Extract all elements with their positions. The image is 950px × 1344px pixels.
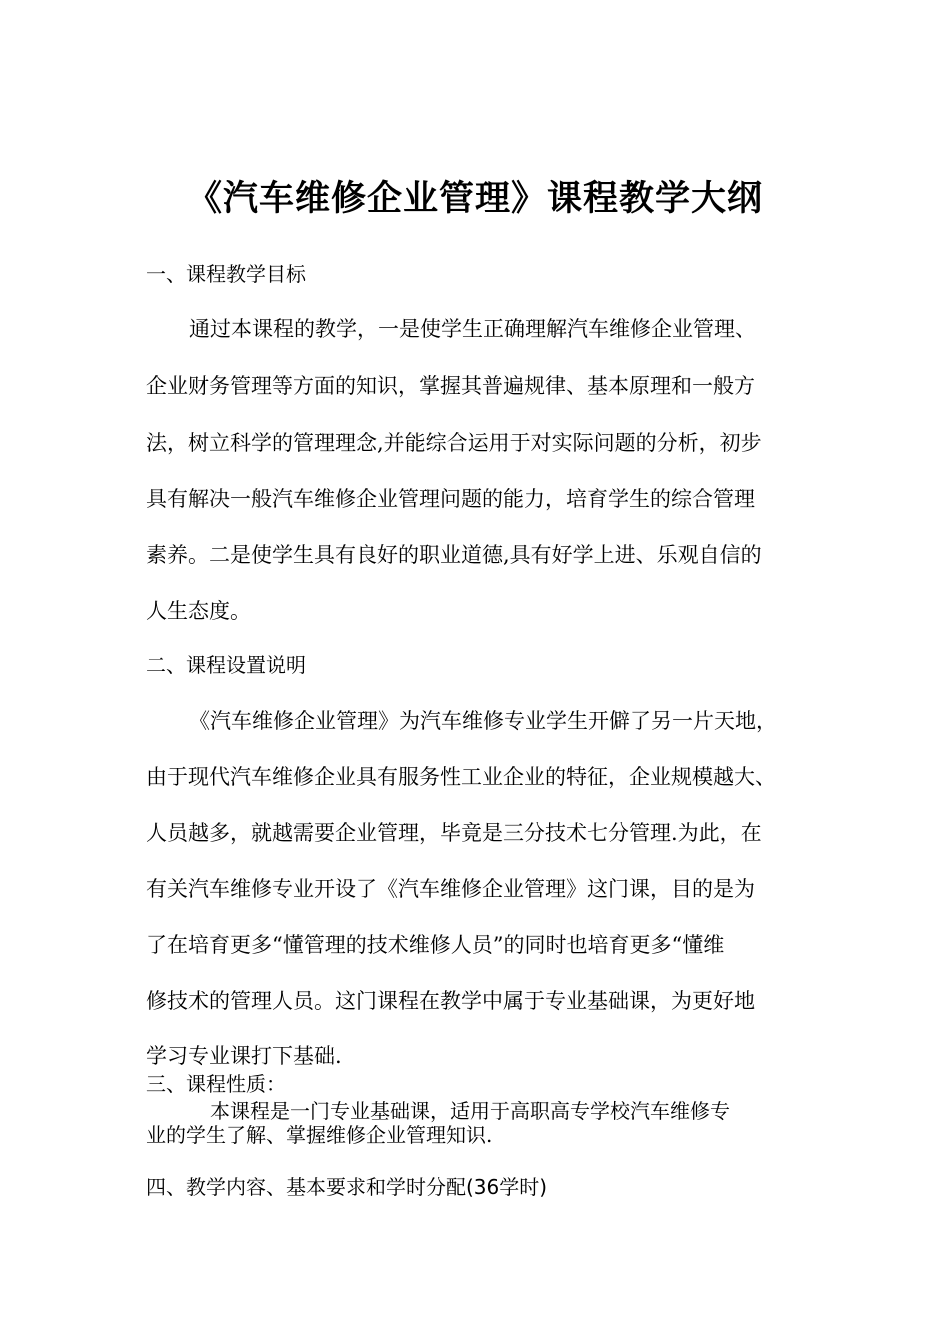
section-heading-teaching-content: 四、教学内容、基本要求和学时分配(36学时) <box>146 1175 548 1199</box>
paragraph-line: 有关汽车维修专业开设了《汽车维修企业管理》这门课，目的是为 <box>146 877 755 901</box>
paragraph-line: 人生态度。 <box>146 599 251 623</box>
paragraph-line: 具有解决一般汽车维修企业管理问题的能力，培育学生的综合管理 <box>146 487 755 511</box>
section-heading-course-nature: 三、课程性质： <box>146 1072 286 1096</box>
paragraph-line: 学习专业课打下基础. <box>146 1044 342 1068</box>
paragraph-line: 由于现代汽车维修企业具有服务性工业企业的特征，企业规模越大、 <box>146 765 776 789</box>
section-heading-objectives: 一、课程教学目标 <box>146 262 306 286</box>
paragraph-line: 了在培育更多“懂管理的技术维修人员”的同时也培育更多“懂维 <box>146 933 725 957</box>
paragraph-line: 人员越多，就越需要企业管理，毕竟是三分技术七分管理.为此，在 <box>146 821 762 845</box>
paragraph-line: 素养。二是使学生具有良好的职业道德,具有好学上进、乐观自信的 <box>146 543 762 567</box>
paragraph-line: 《汽车维修企业管理》为汽车维修专业学生开僻了另一片天地， <box>189 709 777 733</box>
paragraph-line: 本课程是一门专业基础课，适用于高职高专学校汽车维修专 <box>210 1099 730 1123</box>
paragraph-line: 企业财务管理等方面的知识，掌握其普遍规律、基本原理和一般方 <box>146 374 755 398</box>
paragraph-line: 业的学生了解、掌握维修企业管理知识. <box>146 1123 493 1147</box>
paragraph-line: 法，树立科学的管理理念,并能综合运用于对实际问题的分析，初步 <box>146 431 762 455</box>
paragraph-line: 修技术的管理人员。这门课程在教学中属于专业基础课，为更好地 <box>146 989 755 1013</box>
section-heading-course-setup: 二、课程设置说明 <box>146 653 306 677</box>
document-title: 《汽车维修企业管理》课程教学大纲 <box>186 179 763 219</box>
paragraph-line: 通过本课程的教学，一是使学生正确理解汽车维修企业管理、 <box>189 317 756 341</box>
